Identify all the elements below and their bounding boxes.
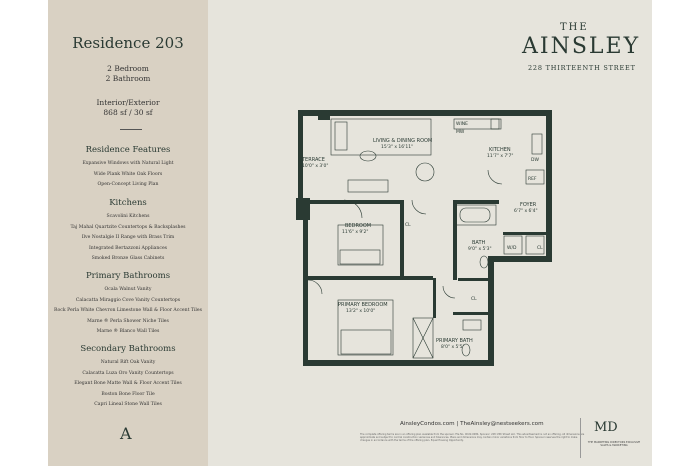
list-item: Marne ® Blanco Wall Tiles	[96, 329, 160, 335]
list-item: Taj Mahal Quartzite Countertops & Backsplashes	[70, 224, 186, 230]
washer-dryer-label: W/D	[507, 246, 517, 251]
closet-label: CL	[537, 246, 543, 251]
closet-label: CL	[405, 223, 411, 228]
list-item: Boston Bone Floor Tile	[101, 391, 155, 397]
floor-plan-drawing	[48, 0, 652, 466]
room-label: TERRACE	[302, 157, 325, 163]
list-item: Calacatta Miraggio Cove Vanity Countertops	[75, 297, 181, 303]
room-dimensions: 9'0" x 5'3"	[468, 247, 492, 252]
marketing-logo: MD	[594, 420, 618, 435]
list-item: Scavolini Kitchens	[106, 214, 150, 219]
floorplan-sheet	[48, 0, 652, 466]
contact-line: AinsleyCondos.com | TheAinsley@nestseekers.com	[400, 421, 544, 427]
room-label: BEDROOM	[345, 223, 372, 229]
bedroom-count: 2 Bedroom	[107, 64, 149, 73]
marketing-credit: THE MARKETING DIRECTORS EXCLUSIVE SALES & MARKETING	[587, 441, 641, 448]
area-label: Interior/Exterior	[96, 98, 160, 107]
footer-divider	[580, 418, 581, 458]
brand-name: AINSLEY	[522, 34, 641, 59]
dishwasher-label: DW	[531, 158, 539, 163]
list-item: Elegant Bone Matte Wall & Floor Accent Tiles	[74, 381, 182, 387]
list-item: Calacatta Luza Oro Vanity Countertops	[82, 370, 174, 376]
list-item: Expansive Windows with Natural Light	[82, 161, 174, 166]
brand-address: 228 THIRTEENTH STREET	[528, 64, 636, 72]
room-label: BATH	[472, 240, 486, 246]
microwave-label: MW	[456, 130, 465, 135]
list-item: Ilve Nostalgie II Range with Brass Trim	[81, 235, 175, 241]
section-heading-primary-bathrooms: Primary Bathrooms	[85, 271, 171, 281]
section-heading-features: Residence Features	[85, 145, 171, 155]
room-label: LIVING & DINING ROOM	[373, 138, 433, 144]
bathroom-count: 2 Bathroom	[105, 74, 151, 83]
list-item: Wide Plank White Oak Floors	[93, 171, 163, 177]
brand-the: THE	[560, 22, 589, 33]
residence-title: Residence 203	[72, 34, 184, 52]
room-label: FOYER	[520, 202, 537, 208]
section-heading-kitchens: Kitchens	[109, 198, 147, 208]
room-label: PRIMARY BATH	[436, 338, 473, 344]
closet-label: CL	[471, 297, 477, 302]
list-item: Open-Concept Living Plan	[97, 182, 159, 188]
list-item: Natural Rift Oak Vanity	[100, 360, 156, 365]
room-dimensions: 15'3" x 16'11"	[381, 145, 414, 150]
room-dimensions: 11'7" x 7'7"	[487, 154, 514, 159]
exterior-walls	[296, 110, 552, 366]
list-item: Capri Lineal Stone Wall Tiles	[94, 402, 162, 408]
room-label: KITCHEN	[489, 147, 511, 153]
section-heading-secondary-bathrooms: Secondary Bathrooms	[80, 344, 176, 354]
legal-disclaimer: The complete offering terms are in an offering plan available from the sponsor. File No. CD22-0084. Sponsor: 228 13th Street LLC. This advertisement is not an offering. All dimensions are approximate and subject to normal construction variances and tolerances. Plans and dimensions may contain minor variations from floor to floor. Sponsor reserves the right to make changes in accordance with the terms of the offering plan. Equal Housing Opportunity.	[360, 433, 585, 443]
room-dimensions: 8'0" x 5'5"	[441, 345, 465, 350]
list-item: Ocala Walnut Vanity	[104, 287, 152, 292]
list-item: Integrated Bertazzoni Appliances	[88, 245, 168, 251]
room-dimensions: 11'6" x 9'2"	[342, 230, 369, 235]
list-item: Smoked Bronze Glass Cabinets	[91, 256, 165, 262]
room-dimensions: 13'2" x 10'0"	[346, 309, 376, 314]
area-value: 868 sf / 30 sf	[103, 108, 153, 117]
refrigerator-label: REF	[528, 177, 537, 182]
list-item: Marne ® Perla Shower Niche Tiles	[87, 318, 169, 324]
room-label: PRIMARY BEDROOM	[338, 302, 388, 308]
room-dimensions: 6'7" x 6'4"	[514, 209, 538, 214]
brand-monogram-logo: A	[120, 424, 132, 443]
list-item: Rock Perla White Chevron Limestone Wall & Floor Accent Tiles	[54, 308, 202, 314]
wine-label: WINE	[456, 122, 468, 127]
room-dimensions: 10'0" x 3'0"	[302, 164, 329, 169]
